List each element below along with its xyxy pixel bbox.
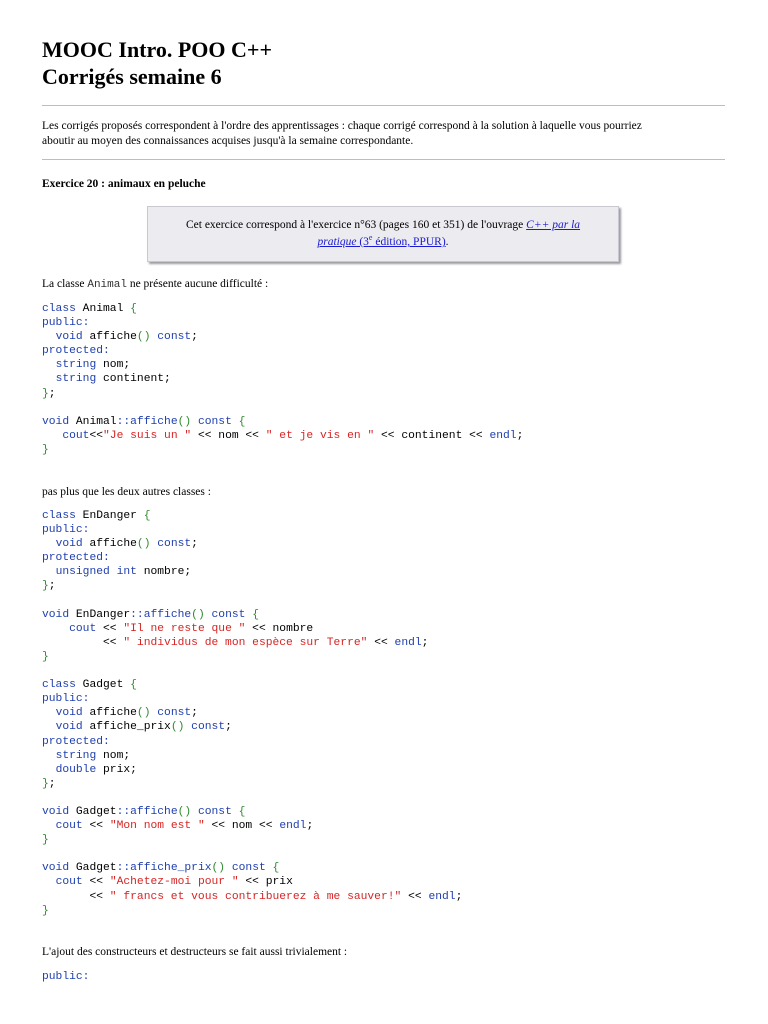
divider-middle (42, 159, 725, 160)
code-token: "Il ne reste que " (123, 622, 246, 635)
code-token: const (211, 608, 246, 621)
code-token: () (136, 538, 151, 551)
code-token: cout (55, 820, 83, 833)
exercise-title: Exercice 20 : animaux en peluche (42, 178, 206, 190)
code-token (42, 876, 56, 888)
edition-sup: e (368, 233, 373, 243)
code-line (42, 302, 523, 316)
code-token (205, 609, 212, 621)
code-token: } (42, 777, 49, 790)
code-token: ; (306, 820, 314, 833)
code-line (42, 847, 462, 861)
code-line (42, 636, 462, 650)
code-line (42, 692, 462, 706)
code-token: protected: (42, 735, 110, 748)
code-token: const (157, 707, 192, 720)
code-token: << nom << (191, 429, 266, 442)
title-line-1: MOOC Intro. POO C++ (42, 37, 272, 62)
code-token: endl (489, 429, 517, 442)
code-line (42, 594, 462, 608)
code-token: } (42, 834, 49, 847)
code-token: () (136, 707, 151, 720)
code-line (42, 791, 462, 805)
code-token: void (55, 538, 83, 551)
code-token: protected: (42, 552, 110, 565)
code-line (42, 904, 462, 918)
code-token (225, 862, 232, 874)
code-line (42, 372, 523, 386)
code-line (42, 608, 462, 622)
code-token: " individus de mon espèce sur Terre" (123, 636, 368, 649)
paragraph-animal (42, 277, 268, 292)
code-token: const (231, 862, 266, 875)
code-token: { (130, 679, 137, 692)
code-line (42, 316, 523, 330)
code-token: ; (421, 636, 429, 649)
code-token: const (191, 721, 226, 734)
code-token: void (42, 608, 70, 621)
code-token (42, 764, 56, 776)
code-line (42, 387, 523, 401)
paragraph-text: La classe (42, 278, 88, 290)
code-line (42, 805, 462, 819)
code-token: nom; (96, 749, 131, 762)
code-token: affiche_prix (82, 721, 171, 734)
code-token (191, 806, 198, 818)
code-token: ; (455, 890, 463, 903)
code-line (42, 749, 462, 763)
code-token (42, 721, 56, 733)
code-token: { (238, 415, 246, 428)
code-token: "Mon nom est " (109, 820, 205, 833)
code-token: " francs et vous contribuerez à me sauver!" (109, 890, 402, 903)
code-token: "Je suis un " (103, 429, 192, 442)
title-line-2: Corrigés semaine 6 (42, 64, 222, 89)
code-line (42, 720, 462, 734)
code-line (42, 650, 462, 664)
code-line (42, 358, 523, 372)
reference-end: . (445, 236, 449, 248)
code-token: Animal (69, 415, 117, 428)
code-token: << (367, 636, 395, 649)
code-token: << nombre (245, 622, 314, 635)
code-token: << (42, 890, 110, 903)
code-line (42, 330, 523, 344)
code-token: << continent << (374, 429, 490, 442)
code-token (42, 359, 56, 371)
code-token: prix; (96, 763, 137, 776)
inline-code-animal: Animal (87, 279, 127, 291)
code-token: Gadget (75, 679, 131, 692)
code-token: "Achetez-moi pour " (109, 876, 239, 889)
code-line (42, 622, 462, 636)
code-token: nombre; (136, 566, 192, 579)
code-token: :: (116, 415, 131, 428)
code-token: nom; (96, 359, 131, 372)
book-link-edition[interactable] (356, 233, 446, 248)
intro-paragraph (42, 119, 732, 149)
code-line (42, 579, 462, 593)
code-token: int (116, 566, 137, 579)
code-token: () (191, 608, 205, 621)
code-line (42, 551, 462, 565)
code-token: void (42, 862, 70, 875)
code-token: void (55, 707, 83, 720)
code-token (232, 416, 239, 428)
code-block-constructors (42, 970, 89, 984)
code-token (42, 430, 62, 442)
code-token (42, 623, 69, 635)
code-token: affiche (130, 805, 178, 818)
code-token (110, 566, 117, 578)
code-token: class (42, 510, 76, 522)
code-token (42, 373, 56, 385)
code-token: () (177, 415, 192, 428)
code-line (42, 706, 462, 720)
intro-line-2: aboutir au moyen des connaissances acquises jusqu'à la semaine correspondante. (42, 135, 414, 147)
code-token: protected: (42, 345, 110, 358)
code-line (42, 833, 462, 847)
code-token: << (42, 636, 124, 649)
code-token: cout (69, 622, 97, 635)
code-token (42, 750, 56, 762)
code-token: affiche (82, 331, 137, 344)
code-token: string (55, 359, 97, 372)
code-token: << (89, 429, 104, 442)
code-line (42, 777, 462, 791)
code-token (42, 707, 56, 719)
code-token: () (211, 862, 226, 875)
code-token (42, 331, 56, 343)
code-token: << (401, 890, 429, 903)
code-token: void (55, 331, 83, 344)
code-token: { (238, 805, 246, 818)
code-token: :: (130, 608, 144, 621)
code-token: void (55, 721, 83, 734)
code-token: { (130, 303, 137, 315)
code-token: EnDanger (75, 510, 144, 522)
code-line (42, 537, 462, 551)
code-token: ; (191, 331, 198, 344)
code-token: public: (42, 971, 90, 983)
code-token: affiche (130, 415, 178, 428)
code-line (42, 523, 462, 537)
code-line (42, 429, 523, 443)
page-title (42, 36, 272, 90)
code-token: public: (42, 317, 90, 330)
code-token: :: (116, 805, 131, 818)
code-line (42, 875, 462, 889)
code-token: Gadget (69, 862, 117, 875)
code-line (42, 415, 523, 429)
code-token: cout (55, 876, 83, 889)
code-token: affiche (82, 538, 137, 551)
code-token: ; (48, 387, 56, 400)
code-token: :: (116, 862, 131, 875)
code-token: endl (428, 890, 456, 903)
code-token: ; (225, 721, 232, 734)
code-token: << (82, 876, 110, 889)
code-token: << prix (238, 876, 293, 889)
code-line (42, 344, 523, 358)
code-line (42, 565, 462, 579)
divider-top (42, 105, 725, 106)
code-token: endl (279, 820, 307, 833)
code-token: ; (191, 538, 198, 551)
code-line (42, 678, 462, 692)
code-line (42, 509, 462, 523)
code-token: } (42, 904, 49, 917)
code-token: ; (48, 580, 56, 593)
intro-line-1: Les corrigés proposés correspondent à l'ordre des apprentissages : chaque corrigé correspond à la solution à laquelle vous pourriez (42, 120, 642, 132)
code-token: () (136, 331, 151, 344)
code-token: } (42, 580, 49, 593)
code-token: } (42, 650, 49, 663)
code-token: << nom << (204, 820, 280, 833)
code-line (42, 861, 462, 875)
code-token: affiche_prix (130, 862, 212, 875)
code-token: const (197, 415, 232, 428)
code-token (232, 806, 239, 818)
code-token: { (272, 862, 280, 875)
code-token: public: (42, 524, 90, 537)
code-token: ; (48, 777, 56, 790)
code-token (191, 416, 198, 428)
code-token: ; (191, 707, 198, 720)
code-token: public: (42, 693, 90, 706)
code-token: void (42, 415, 70, 428)
code-line (42, 890, 462, 904)
code-token: << (82, 820, 110, 833)
code-block-other-classes (42, 509, 462, 918)
code-line (42, 735, 462, 749)
code-token: Animal (75, 303, 131, 315)
edition-pre: (3 (356, 236, 369, 248)
code-token: { (252, 608, 259, 621)
code-token: const (157, 538, 192, 551)
code-token: << (96, 622, 124, 635)
edition-post: édition, PPUR) (372, 236, 446, 248)
code-token: const (157, 331, 192, 344)
code-token: } (42, 443, 49, 456)
code-token: affiche (82, 707, 137, 720)
code-token: const (197, 805, 232, 818)
code-token: " et je vis en " (265, 429, 375, 442)
code-token: void (42, 805, 70, 818)
code-token: endl (394, 636, 422, 649)
paragraph-text: ne présente aucune difficulté : (126, 278, 269, 290)
code-token: } (42, 387, 49, 400)
code-line (42, 443, 523, 457)
code-token: Gadget (69, 805, 117, 818)
code-token: unsigned (55, 566, 110, 579)
book-link-title-2[interactable]: pratique (317, 236, 357, 248)
code-line (42, 819, 462, 833)
code-line (42, 401, 523, 415)
code-token: ; (516, 429, 524, 442)
paragraph-constructors: L'ajout des constructeurs et destructeurs se fait aussi trivialement : (42, 946, 348, 958)
reference-text: Cet exercice correspond à l'exercice n°63 (pages 160 et 351) de l'ouvrage (185, 219, 527, 231)
code-token (42, 820, 56, 832)
code-token: affiche (143, 608, 192, 621)
code-token: string (55, 749, 97, 762)
book-link-title-1[interactable]: C++ par la (526, 219, 581, 231)
code-line (42, 763, 462, 777)
code-token: EnDanger (69, 608, 131, 621)
paragraph-others: pas plus que les deux autres classes : (42, 486, 211, 498)
code-token: class (42, 303, 76, 315)
code-token: double (55, 763, 97, 776)
code-token: class (42, 679, 76, 692)
code-token: continent; (96, 373, 171, 386)
code-line (42, 970, 89, 984)
code-line (42, 664, 462, 678)
code-token: () (177, 805, 192, 818)
code-token: cout (62, 429, 90, 442)
code-token (42, 566, 56, 578)
code-token (42, 538, 56, 550)
code-token (266, 862, 273, 874)
code-token: string (55, 373, 97, 386)
code-block-animal (42, 302, 523, 457)
reference-box (147, 206, 619, 262)
code-token: { (143, 510, 151, 522)
code-token: () (170, 721, 185, 734)
